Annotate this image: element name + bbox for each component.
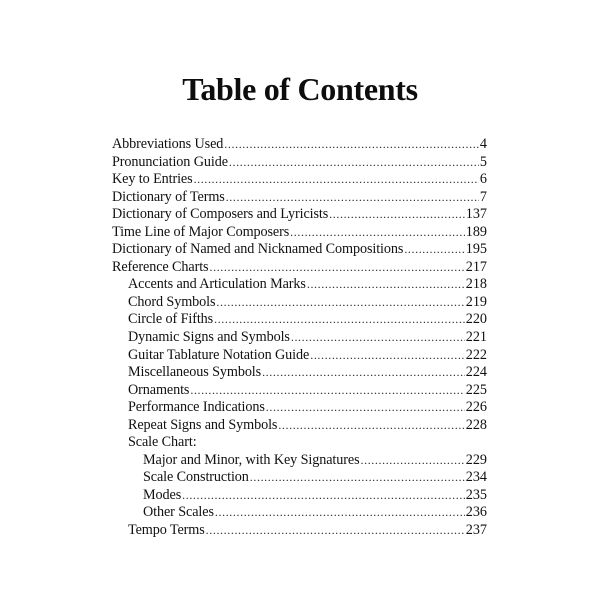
toc-entry-page: 225 xyxy=(465,381,487,398)
dot-leader xyxy=(216,294,464,312)
toc-entry-label: Circle of Fifths xyxy=(128,311,214,328)
dot-leader xyxy=(206,522,465,540)
dot-leader xyxy=(229,154,479,172)
dot-leader xyxy=(182,487,465,505)
toc-entry-dictionary-of-terms[interactable] xyxy=(112,189,487,207)
toc-entry-repeat-signs[interactable] xyxy=(112,417,487,435)
dot-leader xyxy=(290,224,465,242)
dot-leader xyxy=(310,347,465,365)
toc-entry-label: Other Scales xyxy=(143,504,214,521)
toc-entry-page: 5 xyxy=(479,153,487,170)
dot-leader xyxy=(404,241,464,259)
dot-leader xyxy=(262,364,465,382)
toc-entry-guitar-tablature[interactable] xyxy=(112,347,487,365)
toc-entry-label: Scale Chart: xyxy=(128,434,197,451)
toc-entry-scale-construction[interactable] xyxy=(112,469,487,487)
toc-entry-label: Modes xyxy=(143,486,182,503)
toc-entry-chord-symbols[interactable] xyxy=(112,294,487,312)
toc-entry-page: 222 xyxy=(465,346,487,363)
toc-entry-page: 234 xyxy=(465,469,487,486)
dot-leader xyxy=(329,206,465,224)
toc-entry-page: 237 xyxy=(465,522,487,539)
toc-entry-tempo-terms[interactable] xyxy=(112,522,487,540)
toc-entry-page: 195 xyxy=(465,241,487,258)
dot-leader xyxy=(266,399,465,417)
dot-leader xyxy=(215,504,465,522)
toc-entry-label: Repeat Signs and Symbols xyxy=(128,416,278,433)
toc-entry-label: Pronunciation Guide xyxy=(112,153,228,170)
toc-entry-page: 4 xyxy=(479,136,487,152)
toc-entry-label: Ornaments xyxy=(128,381,190,398)
page-title: Table of Contents xyxy=(182,71,418,107)
toc-entry-dynamic-signs[interactable] xyxy=(112,329,487,347)
dot-leader xyxy=(194,171,479,189)
toc-entry-time-line[interactable] xyxy=(112,224,487,242)
toc-entry-label: Time Line of Major Composers xyxy=(112,223,290,240)
toc-entry-accents[interactable] xyxy=(112,276,487,294)
toc-entry-label: Tempo Terms xyxy=(128,522,205,539)
toc-entry-label: Guitar Tablature Notation Guide xyxy=(128,346,310,363)
toc-entry-other-scales[interactable] xyxy=(112,504,487,522)
toc-entry-key-to-entries[interactable] xyxy=(112,171,487,189)
toc-entry-named-compositions[interactable] xyxy=(112,241,487,259)
toc-entry-page: 7 xyxy=(479,188,487,205)
dot-leader xyxy=(190,382,464,400)
toc-entry-page: 220 xyxy=(465,311,487,328)
toc-entry-performance-indications[interactable] xyxy=(112,399,487,417)
toc-entry-major-and-minor[interactable] xyxy=(112,452,487,470)
toc-entry-page: 6 xyxy=(479,171,487,188)
dot-leader xyxy=(307,276,465,294)
dot-leader xyxy=(278,417,464,435)
toc-entry-label: Chord Symbols xyxy=(128,293,216,310)
toc-entry-label: Accents and Articulation Marks xyxy=(128,276,306,293)
toc-entry-circle-of-fifths[interactable] xyxy=(112,311,487,329)
toc-entry-scale-chart[interactable] xyxy=(112,434,487,452)
toc-entry-page: 217 xyxy=(465,258,487,275)
toc-entry-page: 189 xyxy=(465,223,487,240)
dot-leader xyxy=(209,259,464,277)
toc-entry-label: Dictionary of Terms xyxy=(112,188,225,205)
toc-entry-page: 221 xyxy=(465,329,487,346)
dot-leader xyxy=(226,189,479,207)
toc-entry-abbreviations-used[interactable] xyxy=(112,136,487,154)
toc-entry-label: Performance Indications xyxy=(128,399,265,416)
toc-entry-label: Dictionary of Named and Nicknamed Compositions xyxy=(112,241,404,258)
toc-entry-label: Abbreviations Used xyxy=(112,136,224,152)
toc-entry-ornaments[interactable] xyxy=(112,382,487,400)
toc-entry-page: 235 xyxy=(465,486,487,503)
dot-leader xyxy=(361,452,465,470)
dot-leader xyxy=(291,329,465,347)
toc-entry-page: 218 xyxy=(465,276,487,293)
toc-entry-page: 229 xyxy=(465,451,487,468)
toc-entry-page: 228 xyxy=(465,416,487,433)
toc-entry-modes[interactable] xyxy=(112,487,487,505)
dot-leader xyxy=(224,136,479,154)
toc-entry-miscellaneous-symbols[interactable] xyxy=(112,364,487,382)
toc-entry-pronunciation-guide[interactable] xyxy=(112,154,487,172)
dot-leader xyxy=(214,311,465,329)
dot-leader xyxy=(250,469,465,487)
toc-entry-dictionary-of-composers[interactable] xyxy=(112,206,487,224)
toc-entry-page: 137 xyxy=(465,206,487,223)
table-of-contents xyxy=(112,136,487,540)
toc-entry-reference-charts[interactable] xyxy=(112,259,487,277)
toc-entry-label: Dictionary of Composers and Lyricists xyxy=(112,206,329,223)
toc-entry-label: Miscellaneous Symbols xyxy=(128,364,262,381)
toc-entry-page: 226 xyxy=(465,399,487,416)
toc-entry-label: Major and Minor, with Key Signatures xyxy=(143,451,360,468)
toc-entry-label: Reference Charts xyxy=(112,258,209,275)
toc-entry-label: Scale Construction xyxy=(143,469,249,486)
toc-entry-label: Dynamic Signs and Symbols xyxy=(128,329,290,346)
toc-entry-label: Key to Entries xyxy=(112,171,193,188)
toc-entry-page: 236 xyxy=(465,504,487,521)
toc-entry-page: 224 xyxy=(465,364,487,381)
toc-entry-page: 219 xyxy=(465,293,487,310)
